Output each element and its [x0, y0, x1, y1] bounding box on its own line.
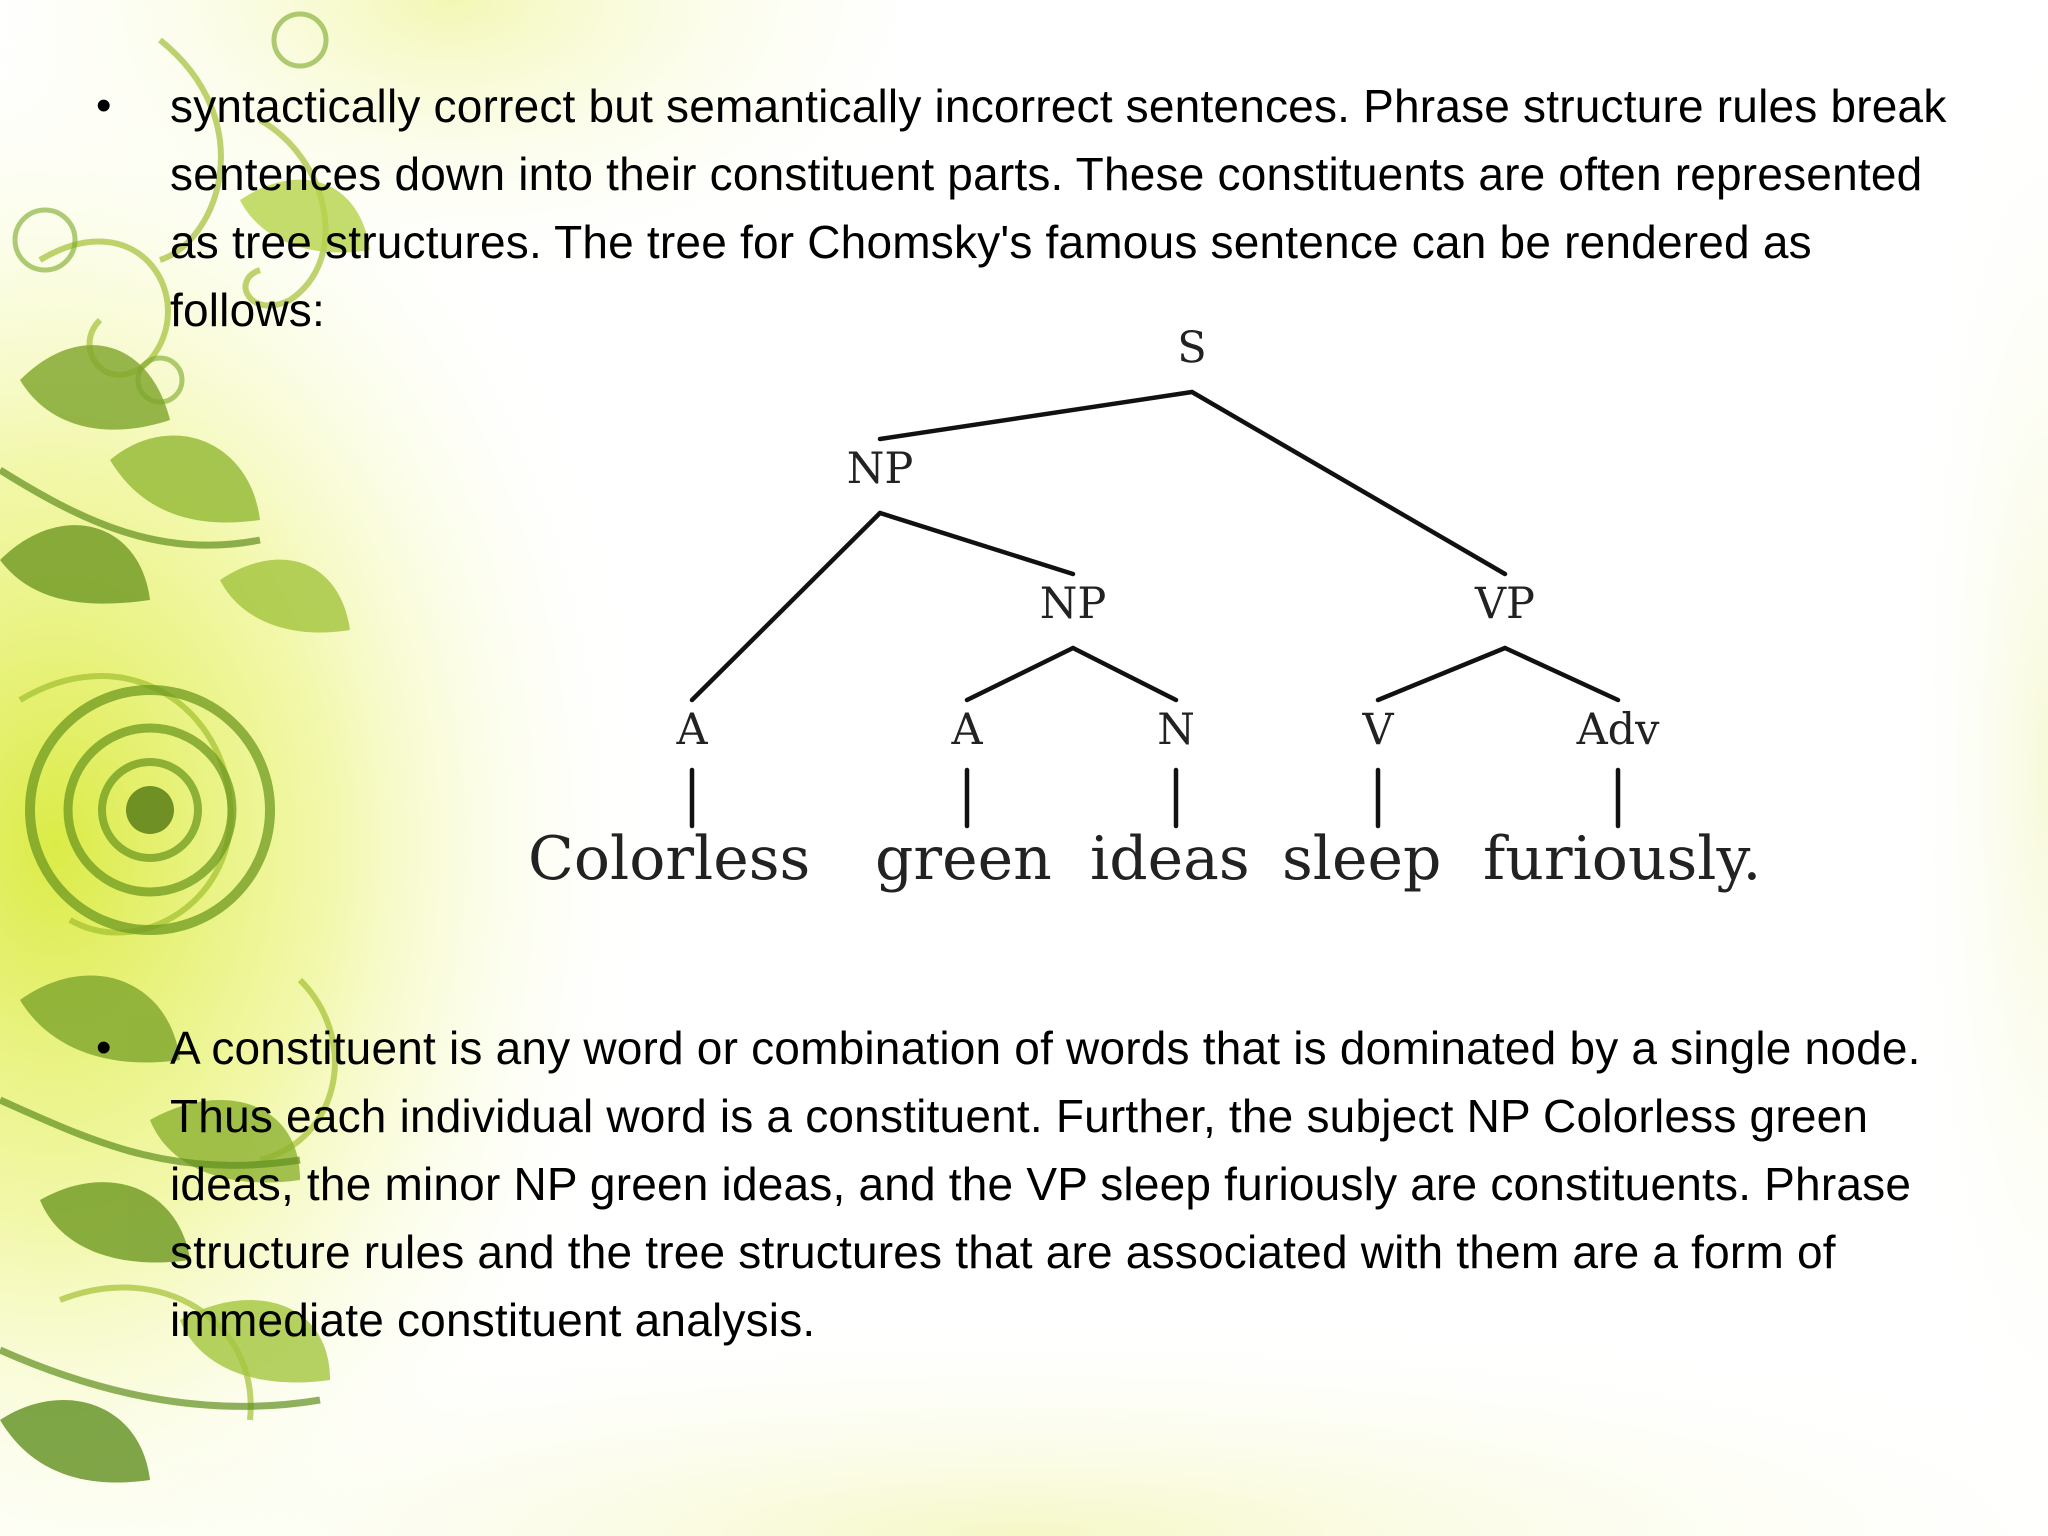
tree-node-np1: NP: [846, 444, 914, 494]
tree-edges: [692, 392, 1618, 700]
tree-node-v: V: [1362, 705, 1394, 755]
tree-node-np2: NP: [1039, 579, 1107, 629]
tree-node-a1: A: [676, 705, 708, 755]
tree-edge-vp-adv: [1505, 648, 1618, 700]
tree-node-vp: VP: [1475, 579, 1535, 629]
tree-word: sleep: [1282, 824, 1442, 894]
tree-edge-s-vp: [1192, 392, 1505, 574]
tree-edge-vp-v: [1378, 648, 1505, 700]
tree-edge-np2-n: [1073, 648, 1176, 700]
tree-word: ideas: [1090, 824, 1250, 894]
tree-node-adv: Adv: [1576, 705, 1660, 755]
tree-leaf-stems: [692, 770, 1618, 826]
bullet-marker: •: [96, 1023, 112, 1072]
tree-node-n: N: [1157, 705, 1195, 755]
tree-word: Colorless: [528, 824, 811, 894]
tree-node-s: S: [1177, 323, 1207, 373]
tree-word: green: [875, 824, 1052, 894]
bullet-text-2: A constituent is any word or combination of words that is dominated by a single node. Thus each individual word is a constituent. Further, the subject NP Colorless green ideas, the minor NP green ideas, and the VP sleep furiously are constituents. Phrase structure rules and the tree structures that are associated with them are a form of immediate constituent analysis.: [170, 1022, 1921, 1346]
tree-word: furiously.: [1483, 824, 1762, 894]
tree-edge-np1-a1: [692, 513, 880, 700]
bullet-text-1: syntactically correct but semantically incorrect sentences. Phrase structure rules break sentences down into their constituent parts. These constituents are often represented as tree structures. The tree for Chomsky's famous sentence can be rendered as follows:: [170, 80, 1947, 336]
tree-edge-np2-a2: [967, 648, 1073, 700]
tree-edge-s-np1: [880, 392, 1192, 439]
tree-sentence: [528, 824, 1761, 894]
bullet-item-1: [96, 72, 1976, 344]
tree-nodes: [675, 323, 1660, 755]
tree-node-a2: A: [951, 705, 983, 755]
tree-edge-np1-np2: [880, 513, 1073, 574]
bullet-item-2: [96, 1014, 1976, 1354]
bullet-marker: •: [96, 81, 112, 130]
